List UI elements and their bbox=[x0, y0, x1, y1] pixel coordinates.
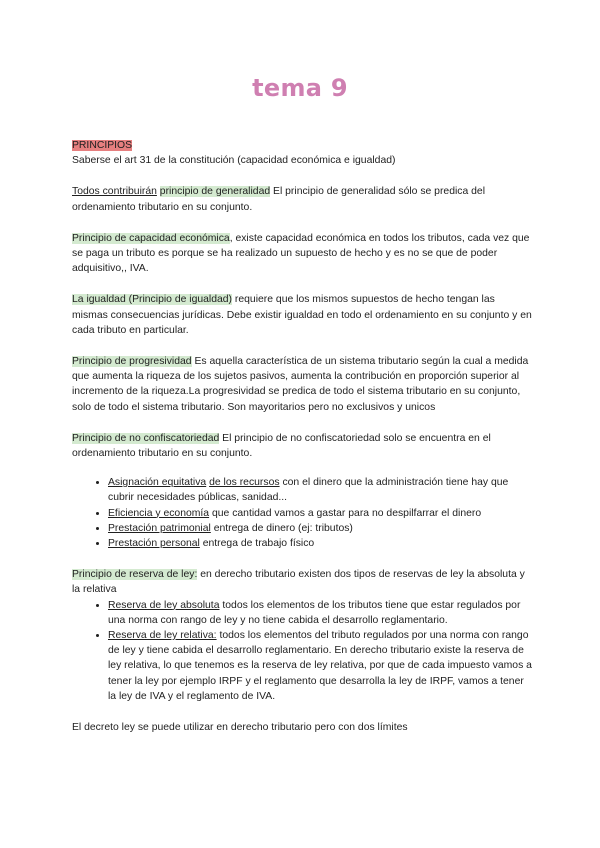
bullet-text: entrega de dinero (ej: tributos) bbox=[210, 522, 353, 534]
bullet-term: Eficiencia y economía bbox=[108, 507, 210, 519]
principles-bullet-list bbox=[72, 475, 532, 551]
generalidad-paragraph bbox=[72, 184, 532, 214]
progresividad-term: Principio de progresividad bbox=[72, 356, 192, 368]
list-item bbox=[108, 521, 532, 536]
capacidad-paragraph bbox=[72, 231, 532, 277]
capacidad-text: , existe capacidad económica en todos los tributos, cada vez que se paga un tributo es porque se ha realizado un supuesto de hecho y es no se que de poder adquisitivo,, IVA. bbox=[72, 232, 530, 275]
reserva-absoluta-term: Reserva de ley absoluta bbox=[108, 599, 220, 611]
no-confiscatoriedad-paragraph bbox=[72, 431, 532, 461]
reserva-text: en derecho tributario existen dos tipos de reservas de ley la absoluta y la relativa bbox=[72, 569, 525, 596]
igualdad-paragraph bbox=[72, 292, 532, 338]
reserva-relativa-text: todos los elementos del tributo regulados por una norma con rango de ley y tiene cabida el desarrollo reglamentario. En derecho tributario existe la reserva de ley relativa, lo que tenemos es la reserva de ley relativa, por que de cada impuesto vamos a tener la ley por ejemplo IRPF y el reglamento que desarrolla la ley de IRPF, vamos a tener la ley de IVA y el reglamento de IVA. bbox=[108, 630, 532, 702]
reserva-relativa-term: Reserva de ley relativa: bbox=[108, 630, 217, 642]
bullet-term: Asignación equitativa bbox=[108, 477, 207, 489]
principios-intro: Saberse el art 31 de la constitución (capacidad económica e igualdad) bbox=[72, 155, 396, 167]
generalidad-term: principio de generalidad bbox=[159, 186, 271, 198]
igualdad-term: La igualdad (Principio de igualdad) bbox=[72, 294, 233, 306]
bullet-term: Prestación personal bbox=[108, 538, 200, 550]
progresividad-text: Es aquella característica de un sistema tributario según la cual a medida que aumenta la riqueza de los sujetos pasivos, aumenta la contribución en proporción superior al incremento de la riqueza.La progresividad se predica de todo el sistema tributario en su conjunto, solo de todo el sistema tributario. Son mayoritarios pero no exclusivos y unicos bbox=[72, 356, 529, 413]
decreto-paragraph: El decreto ley se puede utilizar en derecho tributario pero con dos límites bbox=[72, 722, 408, 734]
igualdad-text: requiere que los mismos supuestos de hecho tengan las mismas consecuencias jurídicas. Debe existir igualdad en todo el ordenamiento en su conjunto y en cada tributo en particular. bbox=[72, 294, 532, 336]
list-item bbox=[108, 506, 532, 521]
no-confiscatoriedad-term: Principio de no confiscatoriedad bbox=[72, 432, 220, 444]
progresividad-paragraph bbox=[72, 354, 532, 415]
document-body bbox=[72, 138, 532, 751]
reserva-sub-list bbox=[72, 598, 532, 704]
list-item bbox=[108, 628, 532, 704]
no-confiscatoriedad-text: El principio de no confiscatoriedad solo se encuentra en el ordenamiento tributario en su conjunto. bbox=[72, 432, 491, 460]
bullet-text: con el dinero que la administración tiene hay que cubrir necesidades públicas, sanidad... bbox=[108, 477, 509, 504]
generalidad-text: El principio de generalidad sólo se predica del ordenamiento tributario en su conjunto. bbox=[72, 186, 486, 213]
reserva-section bbox=[72, 567, 532, 704]
principios-heading: PRINCIPIOS bbox=[72, 140, 133, 151]
reserva-term: Principio de reserva de ley: bbox=[72, 569, 198, 581]
generalidad-lead: Todos contribuirán bbox=[72, 186, 157, 198]
bullet-text: entrega de trabajo físico bbox=[199, 538, 315, 550]
list-item bbox=[108, 598, 532, 628]
reserva-absoluta-text: todos los elementos de los tributos tiene que estar regulados por una norma con rango de ley y no tiene cabida el desarrollo reglamentario. bbox=[108, 599, 521, 626]
principios-section bbox=[72, 138, 532, 168]
page-title: tema 9 bbox=[252, 74, 348, 102]
bullet-term-2: de los recursos bbox=[209, 477, 280, 489]
bullet-term: Prestación patrimonial bbox=[108, 522, 211, 534]
bullet-text: que cantidad vamos a gastar para no despilfarrar el dinero bbox=[209, 507, 482, 519]
list-item bbox=[108, 536, 532, 551]
capacidad-term: Principio de capacidad económica bbox=[72, 232, 230, 244]
list-item bbox=[108, 475, 532, 505]
